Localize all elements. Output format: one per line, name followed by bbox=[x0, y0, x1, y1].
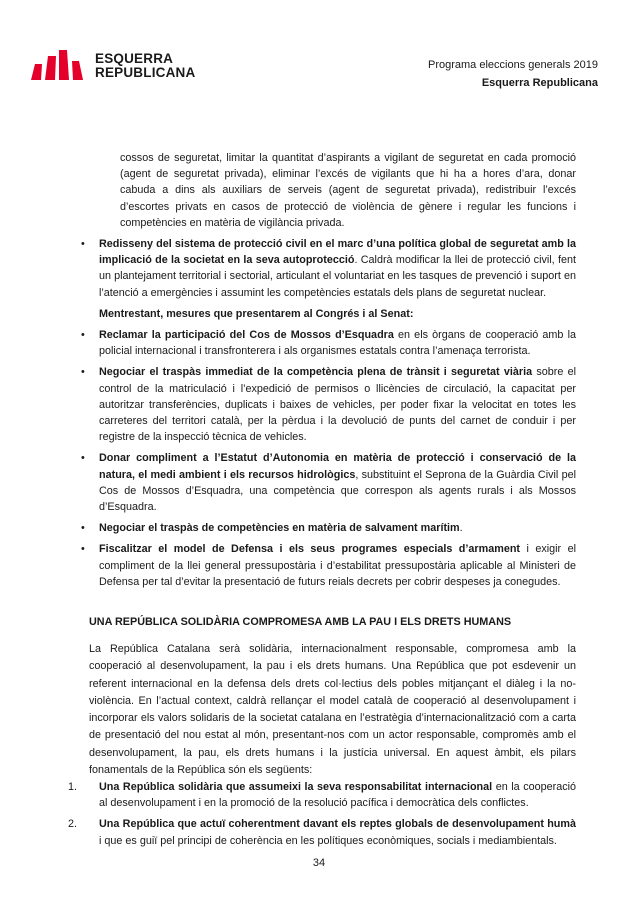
item-bold: Una República que actuï coherentment davant els reptes globals de desenvolupament humà bbox=[99, 818, 576, 831]
item-bold: Reclamar la participació del Cos de Mossos d’Esquadra bbox=[99, 329, 394, 342]
list-item bbox=[99, 541, 576, 590]
list-item bbox=[99, 450, 576, 515]
item-bold: Negociar el traspàs de competències en matèria de salvament marítim bbox=[99, 522, 460, 535]
item-text: en la cooperació al desenvolupament i en la promoció de la resolució pacífica i democràtica dels conflictes. bbox=[99, 780, 577, 810]
list-item bbox=[99, 364, 576, 445]
numbered-list-pillars bbox=[68, 779, 577, 849]
item-bold: Negociar el traspàs immediat de la competència plena de trànsit i seguretat viària bbox=[99, 366, 533, 379]
item-text: . bbox=[459, 522, 463, 535]
logo-line-1: ESQUERRA bbox=[95, 51, 174, 66]
item-text: sobre el control de la matriculació i l’expedició de permisos o llicències de circulació, la capacitat per autoritzar transferències, duplicats i baixes de vehicles, per poder fixar la velocitat en totes les carreteres del territori català, per la pèrdua i la devolució de punts del carnet de conduir i per registre de la inspecció tècnica de vehicles. bbox=[99, 366, 576, 444]
section-heading: UNA REPÚBLICA SOLIDÀRIA COMPROMESA AMB LA PAU I ELS DRETS HUMANS bbox=[89, 616, 512, 629]
item-text: en els òrgans de cooperació amb la policial internacional i transfronterera i als organismes estatals contra l’amenaça terrorista. bbox=[99, 329, 576, 358]
list-item bbox=[68, 779, 577, 811]
list-item bbox=[99, 520, 576, 536]
item-bold: Donar compliment a l’Estatut d’Autonomia en matèria de protecció i conservació de la natura, el medi ambient i els recursos hidrològics bbox=[99, 452, 576, 481]
item-bold: Una República solidària que assumeixi la seva responsabilitat internacional bbox=[99, 780, 493, 793]
program-title: Programa eleccions generals 2019 bbox=[428, 59, 598, 71]
header-meta bbox=[428, 56, 598, 92]
item-text: , substituint el Seprona de la Guàrdia Civil pel Cos de Mossos d’Esquadra, una competència que correspon als agents rurals i als Mossos d’Esquadra. bbox=[99, 468, 576, 514]
page-number: 34 bbox=[312, 857, 326, 869]
item-bold: Fiscalitzar el model de Defensa i els seus programes especials d’armament bbox=[99, 543, 521, 556]
item-number: 1. bbox=[68, 780, 78, 793]
item-text: i exigir el compliment de la llei general pressupostària i d’estabilitat pressupostària aplicable al Ministeri de Defensa per tal d’evitar la presentació de futurs reials decrets per cobrir despeses ja conegudes. bbox=[99, 543, 576, 588]
measures-lead: Mentrestant, mesures que presentarem al Congrés i al Senat: bbox=[99, 307, 414, 320]
bullet-list-civil-protection bbox=[99, 236, 576, 301]
page-content bbox=[68, 150, 577, 854]
list-item bbox=[99, 327, 576, 359]
bullet-list-measures bbox=[99, 327, 576, 590]
item-number: 2. bbox=[68, 818, 78, 831]
section-body: La República Catalana serà solidària, internacionalment responsable, compromesa amb la cooperació al desenvolupament, la pau i els drets humans. Una República que pot esdevenir un referent internacional en la defensa dels drets col·lectius dels pobles mitjançant el diàleg i la no-violència. En l’actual context, caldrà rellançar el model català de cooperació al desenvolupament i incorporar els valors solidaris de la societat catalana en l’estratègia d’internacionalització com a carta de presentació del nou estat al món, presentant-nos com un actor responsable, compromès amb el desenvolupament, la pau, els drets humans i la justícia universal. En aquest àmbit, els pilars fonamentals de la República són els següents: bbox=[89, 643, 576, 776]
organization-name: Esquerra Republicana bbox=[481, 77, 598, 89]
logo-line-2: REPUBLICANA bbox=[95, 65, 196, 80]
page-header bbox=[0, 0, 638, 110]
list-item bbox=[99, 236, 576, 301]
continuation-paragraph: cossos de seguretat, limitar la quantitat d’aspirants a vigilant de seguretat en cada promoció (agent de seguretat privada), eliminar l’excés de vigilants que hi ha a hores d’ara, donar cabuda a dins als auxiliars de serveis (agent de seguretat privada), redistribuir l’excés d’escortes privats en casos de protecció de violència de gènere i regular les funcions i competències en matèria de vigilància privada. bbox=[120, 152, 576, 229]
party-logo-icon bbox=[31, 50, 83, 80]
item-text: . Caldrà modificar la llei de protecció civil, fent un plantejament territorial i sectorial, articulant el voluntariat en les tasques de prevenció i suport en l’atenció a emergències i assumint les competències estatals dels plans de seguretat nuclear. bbox=[99, 254, 576, 299]
item-text: i que es guiï pel principi de coherència en les polítiques econòmiques, socials i mediambientals. bbox=[99, 834, 557, 847]
list-item bbox=[68, 816, 576, 848]
item-bold: Redisseny del sistema de protecció civil en el marc d’una política global de seguretat amb la implicació de la societat en la seva autoprotecció bbox=[99, 238, 576, 267]
party-logo bbox=[31, 50, 195, 80]
